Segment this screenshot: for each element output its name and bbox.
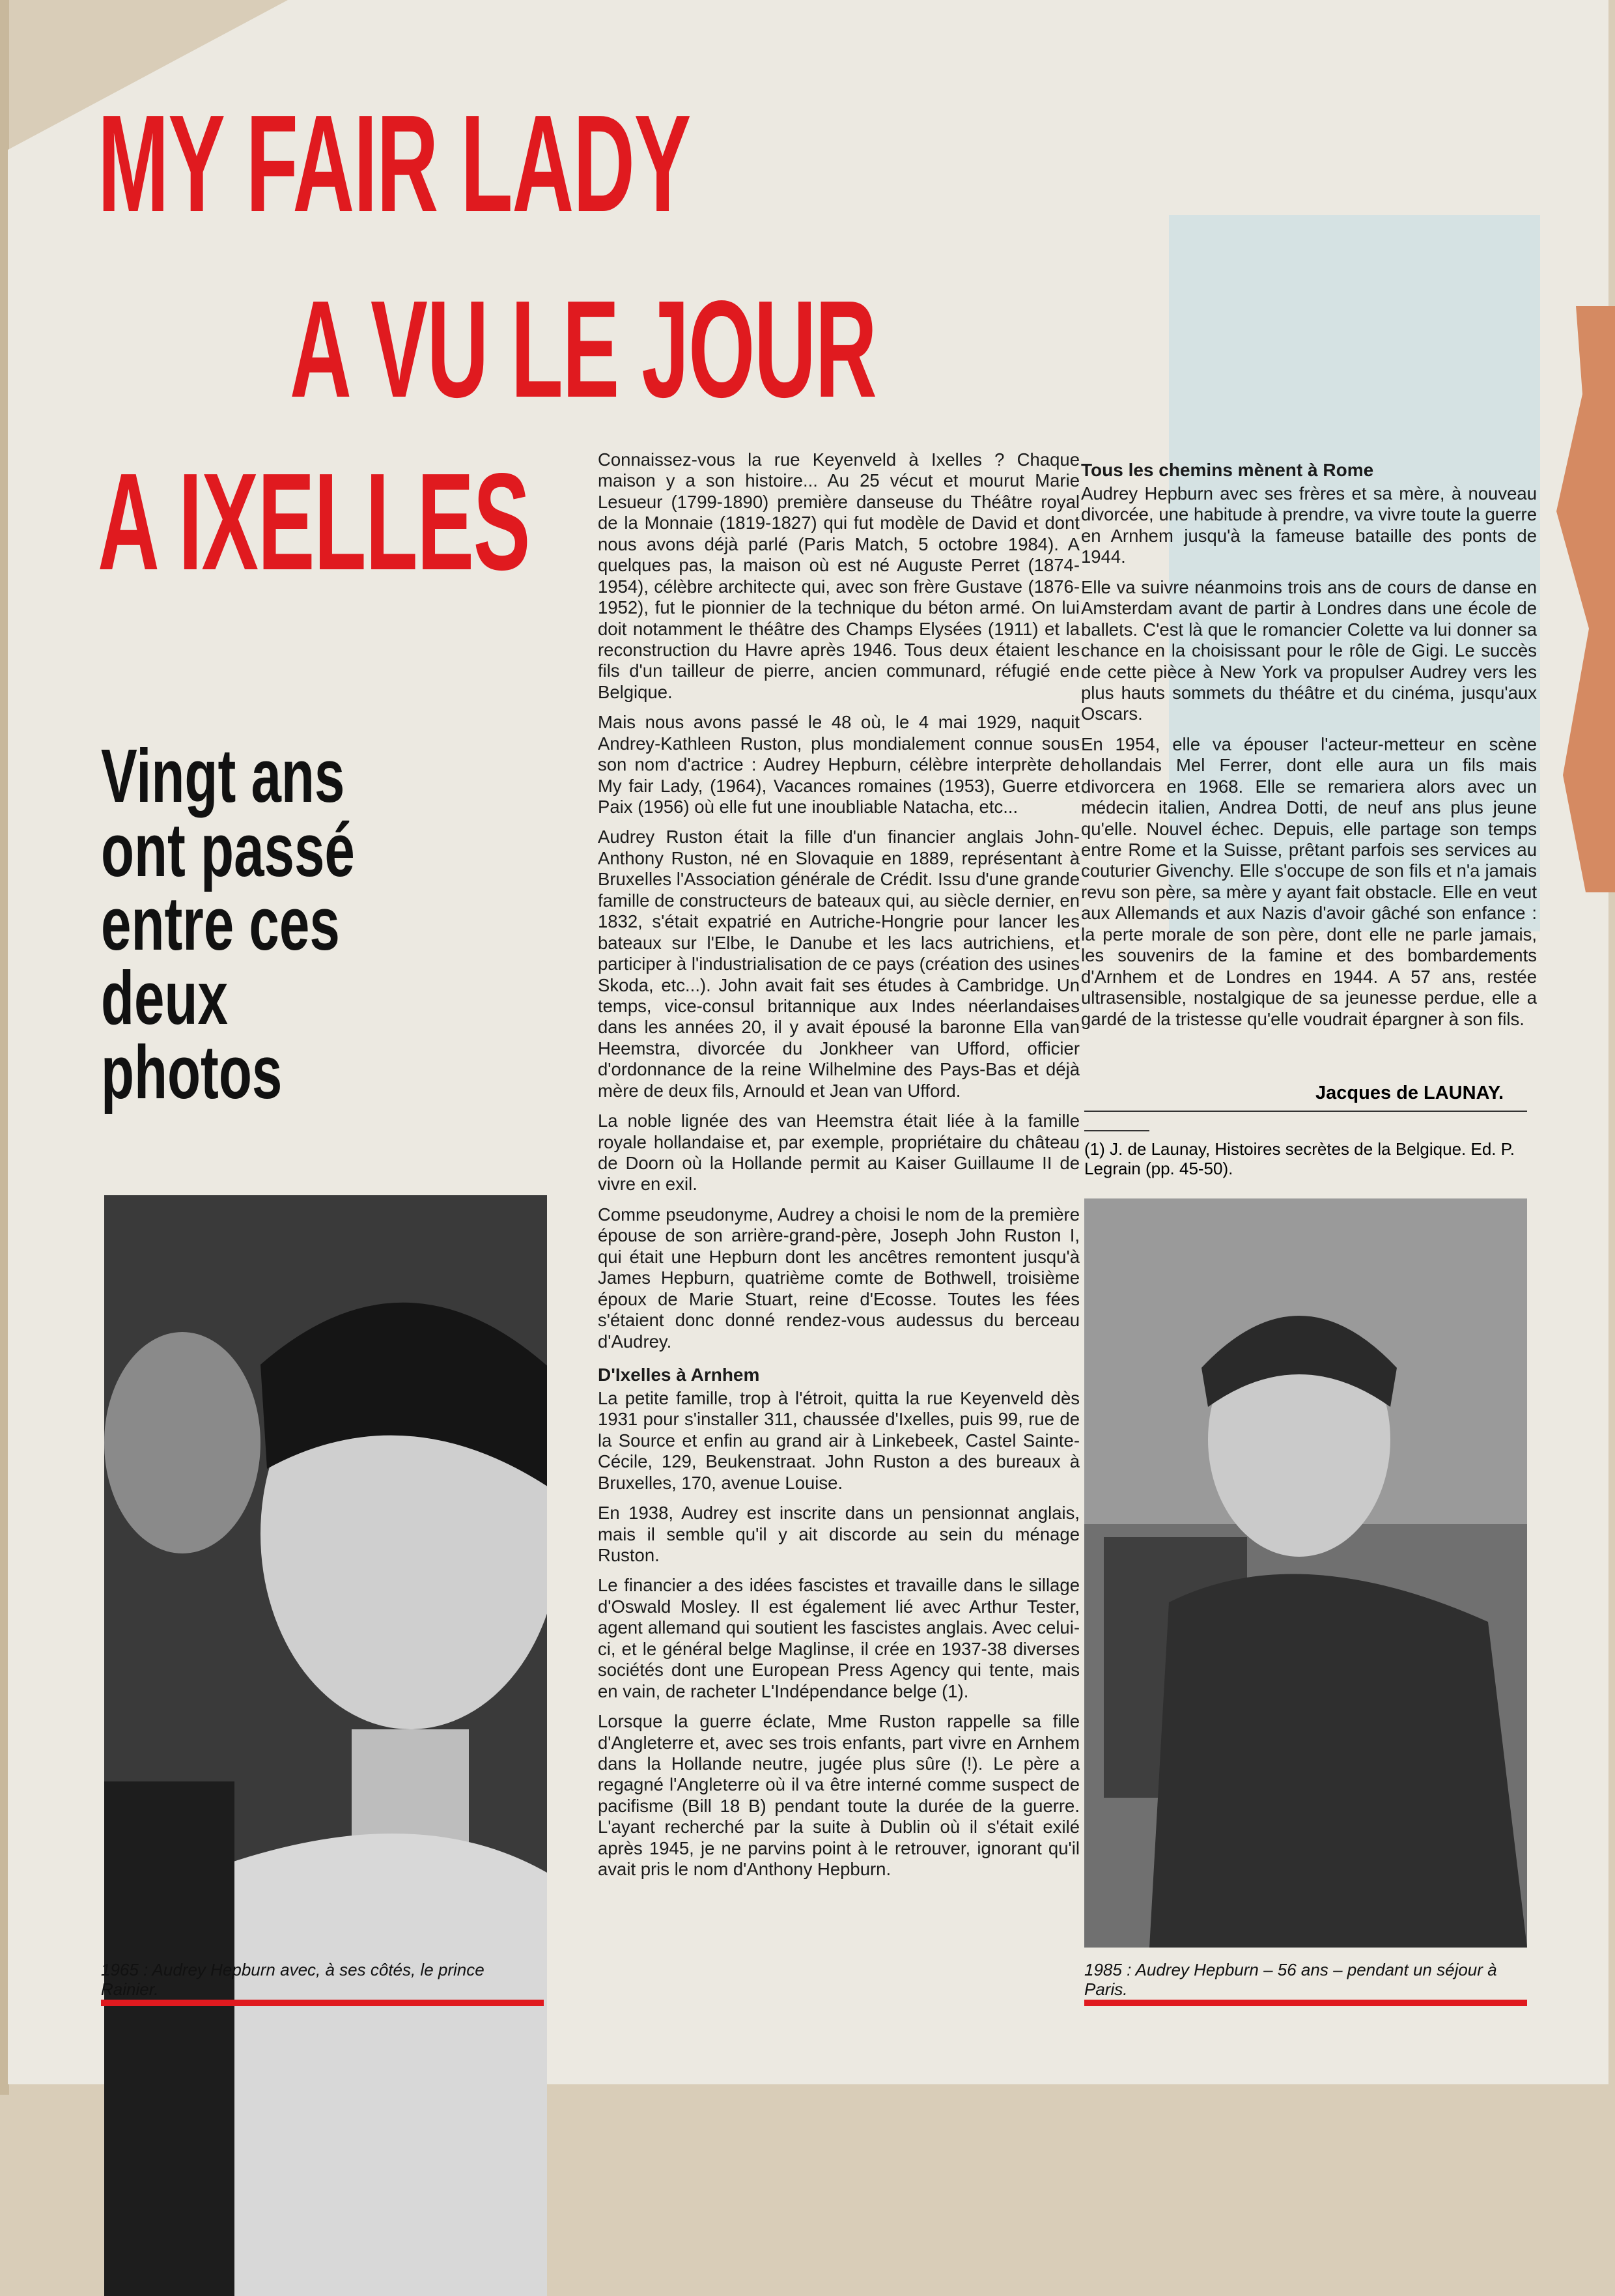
divider — [1084, 1130, 1149, 1131]
paragraph: En 1954, elle va épouser l'acteur-metteur en scène hollandais Mel Ferrer, dont elle aura un fils mais divorcera en 1968. Elle se remariera alors avec un médecin italien, Andrea Dotti, de neuf ans plus jeune qu'elle. Nouvel échec. Depuis, elle partage son temps entre Rome et la Suisse, prêtant parfois ses services au couturier Givenchy. Elle s'occupe de son fils et n'a jamais revu son père, sa mère y ayant fait obstacle. Elle en veut aux Allemands et aux Nazis d'avoir gâché son enfance : la perte morale de son père, dont elle ne parle jamais, les souvenirs de la famine et des bombardements d'Arnhem et de Londres en 1944. A 57 ans, restée ultrasensible, nostalgique de sa jeunesse perdue, elle a gardé de la tristesse qu'elle voudrait épargner à son fils. — [1081, 733, 1537, 1029]
photo-1965 — [104, 1195, 547, 2296]
paragraph: La noble lignée des van Heemstra était liée à la famille royale hollandaise et, par exemple, propriétaire du château de Doorn où la Hollande permit au Kaiser Guillaume II de vivre en exil. — [598, 1111, 1080, 1195]
paragraph: Le financier a des idées fascistes et travaille dans le sillage d'Oswald Mosley. Il est également lié avec Arthur Tester, agent allemand qui soutient les fascistes anglais. Avec celui-ci, et le général belge Maglinse, il crée en 1937-38 diverses sociétés dont une European Press Agency qui tente, mais en vain, de racheter L'Indépendance belge (1). — [598, 1575, 1080, 1701]
paragraph: Connaissez-vous la rue Keyenveld à Ixelles ? Chaque maison y a son histoire... Au 25 vécut et mourut Marie Lesueur (1799-1890) première danseuse du Théâtre royal de la Monnaie (1819-1827) qui fut modèle de David et dont nous avons déjà parlé (Paris Match, 5 octobre 1984). A quelques pas, la maison où est né Auguste Perret (1874-1954), célèbre architecte qui, avec son frère Gustave (1876-1952), fut le pionnier de la technique du béton armé. On lui doit notamment le théâtre des Champs Elysées (1911) et la reconstruction du Havre après 1946. Tous deux étaient les fils d'un tailleur de pierre, ancien communard, réfugié en Belgique. — [598, 449, 1080, 702]
photo-1985-image — [1084, 1198, 1527, 1948]
divider — [1084, 1111, 1527, 1112]
paragraph: En 1938, Audrey est inscrite dans un pensionnat anglais, mais il semble qu'il y ait discorde au sein du ménage Ruston. — [598, 1503, 1080, 1566]
caption-underline — [1084, 2000, 1527, 2006]
photo-caption-1965: 1965 : Audrey Hepburn avec, à ses côtés, le prince Rainier. — [101, 1960, 484, 1999]
paragraph: Mais nous avons passé le 48 où, le 4 mai 1929, naquit Andrey-Kathleen Ruston, plus mondialement connue sous son nom d'actrice : Audrey Hepburn, célèbre interprète de My fair Lady, (1964), Vacances romaines (1953), Guerre et Paix (1956) où elle fut une inoubliable Natacha, etc... — [598, 712, 1080, 817]
paragraph: Audrey Hepburn avec ses frères et sa mère, à nouveau divorcée, une habitude à prendre, va vivre toute la guerre en Arnhem jusqu'à la fameuse bataille des ponts de 1944. — [1081, 483, 1537, 567]
caption-underline — [101, 2000, 544, 2006]
headline-line-3: A IXELLES — [98, 444, 530, 599]
paragraph: Comme pseudonyme, Audrey a choisi le nom de la première épouse de son arrière-grand-père, Joseph John Ruston I, qui était une Hepburn dont les ancêtres remontent jusqu'à James Hepburn, quatrième comte de Bothwell, troisième époux de Marie Stuart, reine d'Ecosse. Toutes les fées s'étaient donc donné rendez-vous audessus du berceau d'Audrey. — [598, 1204, 1080, 1352]
photo-1985 — [1084, 1198, 1527, 1948]
section-heading-arnhem: D'Ixelles à Arnhem — [598, 1364, 760, 1385]
paragraph: La petite famille, trop à l'étroit, quitta la rue Keyenveld dès 1931 pour s'installer 311, chaussée d'Ixelles, puis 99, rue de la Source et enfin au grand air à Linkebeek, Castel Sainte-Cécile, 129, Beukenstraat. John Ruston a des bureaux à Bruxelles, 170, avenue Louise. — [598, 1387, 1080, 1493]
headline-line-2: A VU LE JOUR — [290, 272, 877, 426]
subheadline: Vingt ans ont passé entre ces deux photos — [101, 733, 355, 1114]
author-signature: Jacques de LAUNAY. — [1315, 1083, 1504, 1103]
paragraph: Lorsque la guerre éclate, Mme Ruston rappelle sa fille d'Angleterre et, avec ses trois enfants, part vivre en Arnhem dans la Hollande neutre, jugée plus sûre (!). Le père a regagné l'Angleterre où il va être interné comme suspect de pacifisme (Bill 18 B) pendant toute la durée de la guerre. L'ayant recherché par la suite à Dublin où il s'était exilé après 1945, je ne parvins point à le retrouver, ignorant qu'il avait pris le nom d'Anthony Hepburn. — [598, 1711, 1080, 1880]
paragraph: Elle va suivre néanmoins trois ans de cours de danse en Amsterdam avant de partir à Londres dans une école de ballets. C'est là que le romancier Colette va lui donner sa chance en la choisissant pour le rôle de Gigi. Le succès de cette pièce à New York va propulser Audrey vers les plus hauts sommets du théâtre et du cinéma, jusqu'aux Oscars. — [1081, 576, 1537, 724]
article-column-middle — [598, 449, 1080, 1890]
article-column-right — [1081, 459, 1537, 1039]
photo-caption-1985: 1985 : Audrey Hepburn – 56 ans – pendant un séjour à Paris. — [1084, 1960, 1497, 1999]
section-heading-rome: Tous les chemins mènent à Rome — [1081, 460, 1374, 480]
headline-line-1: MY FAIR LADY — [98, 86, 691, 240]
photo-1965-image — [104, 1195, 547, 2296]
background-edge — [0, 0, 9, 2095]
footnote: (1) J. de Launay, Histoires secrètes de la Belgique. Ed. P. Legrain (pp. 45-50). — [1084, 1139, 1515, 1178]
paragraph: Audrey Ruston était la fille d'un financier anglais John-Anthony Ruston, né en Slovaquie en 1889, représentant à Bruxelles l'Association générale de Crédit. Issu d'une grande famille de constructeurs de bateaux qui, au siècle dernier, en 1832, s'était expatrié en Autriche-Hongrie pour lancer les bateaux sur l'Elbe, le Danube et les lacs autrichiens, et participer à l'industrialisation de ce pays (création des usines Skoda, etc...). John avait fait ses études à Cambridge. Un temps, vice-consul britannique aux Indes néerlandaises dans les années 20, il y avait épousé la baronne Ella van Heemstra, divorcée du Jonkheer van Ufford, officier d'ordonnance de la reine Wilhelmine des Pays-Bas et déjà mère de deux fils, Arnould et Jean van Ufford. — [598, 827, 1080, 1101]
